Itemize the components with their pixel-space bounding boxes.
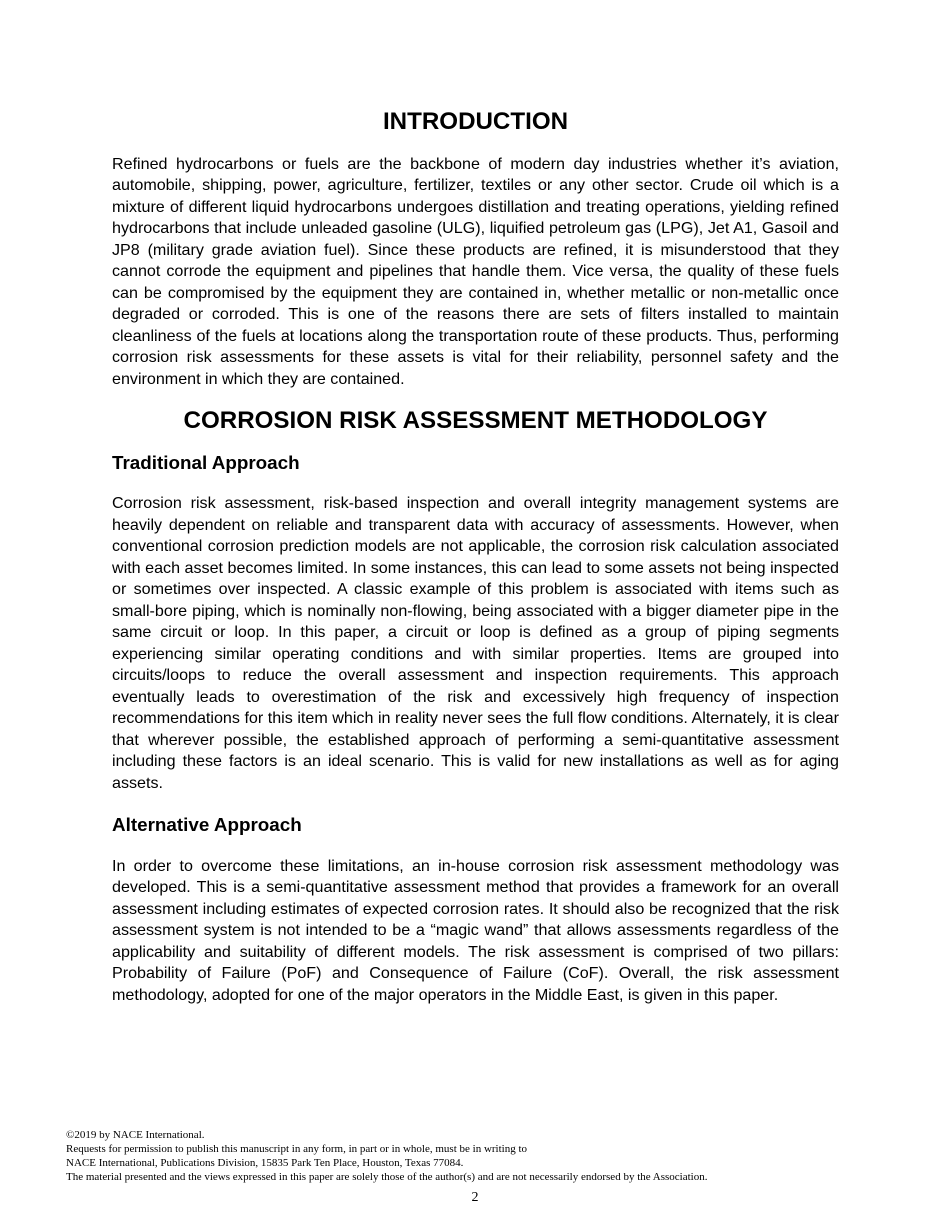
body-content	[112, 108, 839, 1006]
footer-line-copyright: ©2019 by NACE International.	[66, 1129, 205, 1141]
footer-line-address: NACE International, Publications Division, 15835 Park Ten Place, Houston, Texas 77084.	[66, 1156, 464, 1169]
alternative-approach-paragraph: In order to overcome these limitations, an in-house corrosion risk assessment methodology was developed. This is a semi-quantitative assessment method that provides a framework for an overall assessment including estimates of expected corrosion rates. It should also be recognized that the risk assessment system is not intended to be a “magic wand” that allows assessments regardless of the applicability and suitability of different models. The risk assessment is comprised of two pillars: Probability of Failure (PoF) and Consequence of Failure (CoF). Overall, the risk assessment methodology, adopted for one of the major operators in the Middle East, is given in this paper.	[112, 856, 839, 1004]
alternative-approach-heading: Alternative Approach	[112, 814, 302, 835]
copyright-footer	[66, 1129, 866, 1185]
footer-line-disclaimer: The material presented and the views expressed in this paper are solely those of the author(s) and are not necessarily endorsed by the Association.	[66, 1170, 708, 1183]
introduction-heading: INTRODUCTION	[382, 108, 569, 135]
introduction-paragraph: Refined hydrocarbons or fuels are the backbone of modern day industries whether it’s aviation, automobile, shipping, power, agriculture, fertilizer, textiles or any other sector. Crude oil which is a mixture of different liquid hydrocarbons undergoes distillation and treating operations, yielding refined hydrocarbons that include unleaded gasoline (ULG), liquified petroleum gas (LPG), Jet A1, Gasoil and JP8 (military grade aviation fuel). Since these products are refined, it is misunderstood that they cannot corrode the equipment and pipelines that handle them. Vice versa, the quality of these fuels can be compromised by the equipment they are contained in, whether metallic or non-metallic once degraded or corroded. This is one of the reasons there are sets of filters installed to maintain cleanliness of the fuels at locations along the transportation route of these products. Thus, performing corrosion risk assessments for these assets is vital for their reliability, personnel safety and the environment in which they are contained.	[112, 154, 839, 388]
traditional-approach-heading: Traditional Approach	[112, 451, 300, 473]
page-number: 2	[471, 1190, 479, 1205]
footer-line-permission: Requests for permission to publish this manuscript in any form, in part or in whole, must be in writing to	[66, 1142, 528, 1155]
traditional-approach-paragraph: Corrosion risk assessment, risk-based inspection and overall integrity management systems are heavily dependent on reliable and transparent data with accuracy of assessments. However, when conventional corrosion prediction models are not applicable, the corrosion risk calculation associated with each asset becomes limited. In some instances, this can lead to some assets not being inspected or sometimes over inspected. A classic example of this problem is associated with items such as small-bore piping, which is nominally non-flowing, being associated with a bigger diameter pipe in the same circuit or loop. In this paper, a circuit or loop is defined as a group of piping segments experiencing similar operating conditions and with similar properties. Items are grouped into circuits/loops to reduce the overall assessment and inspection requirements. This approach eventually leads to overestimation of the risk and excessively high frequency of inspection recommendations for this item which in reality never sees the full flow conditions. Alternately, it is clear that wherever possible, the established approach of performing a semi-quantitative assessment including these factors is an ideal scenario. This is valid for new installations as well as for aging assets.	[112, 494, 839, 792]
methodology-heading: CORROSION RISK ASSESSMENT METHODOLOGY	[183, 407, 768, 434]
